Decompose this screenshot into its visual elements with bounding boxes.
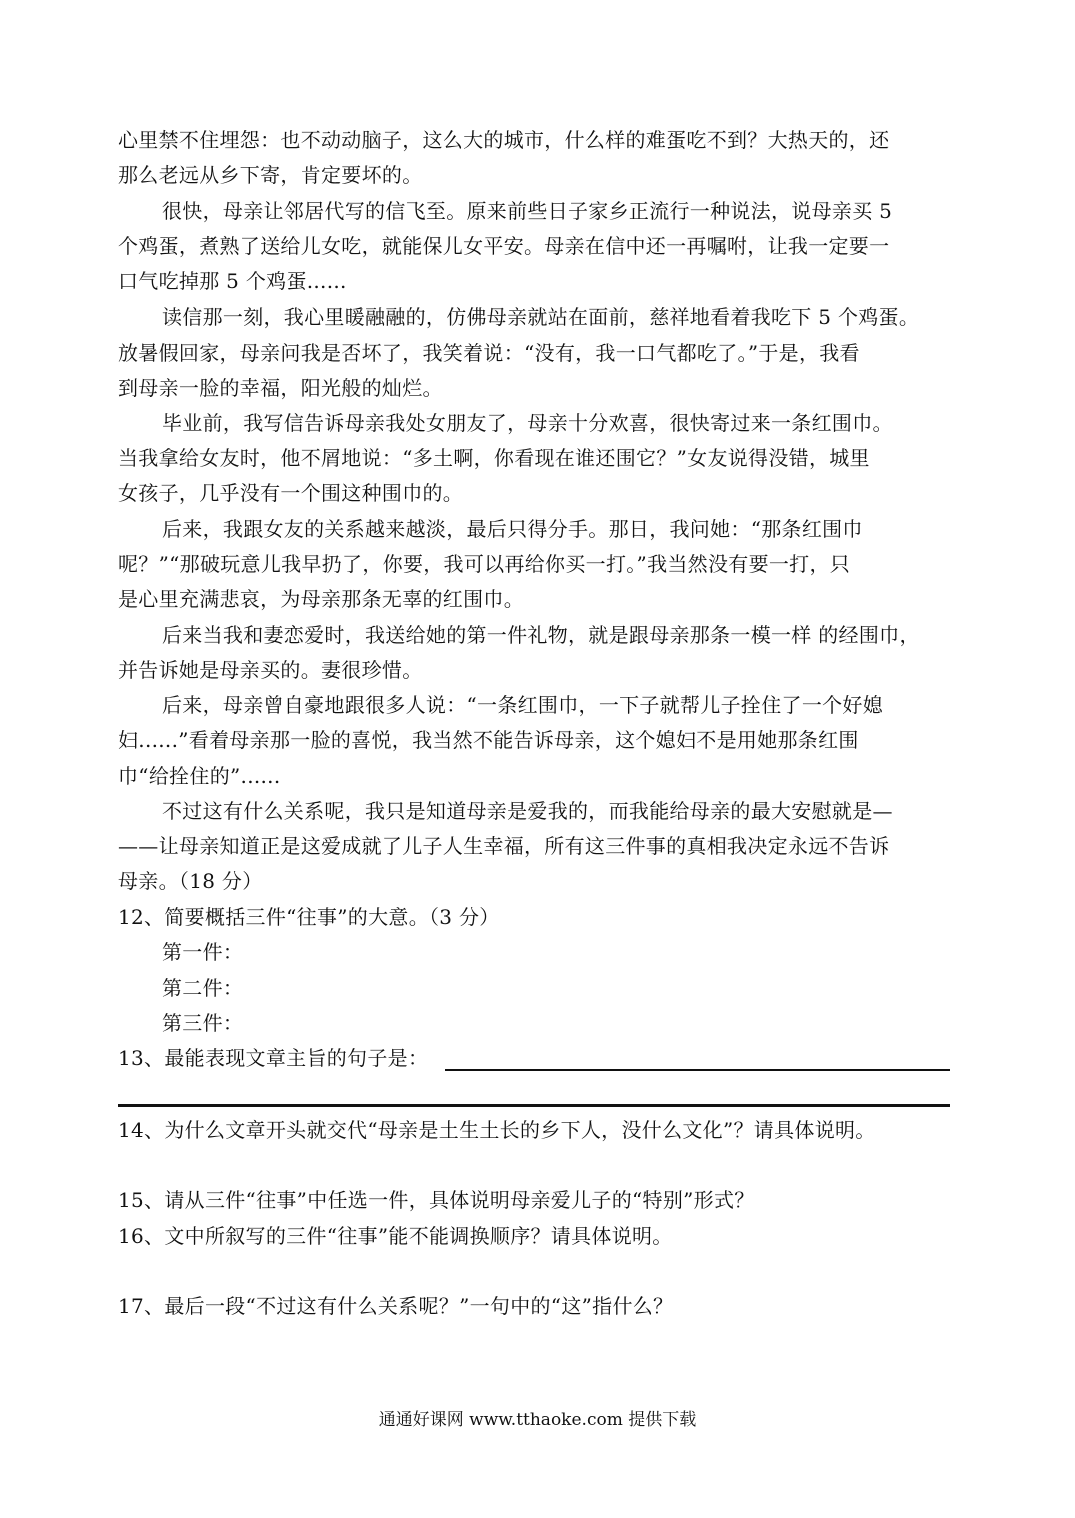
question-13: 13、最能表现文章主旨的句子是： <box>118 1046 429 1070</box>
paragraph-line: 后来，我跟女友的关系越来越淡，最后只得分手。那日，我问她：“那条红围巾 <box>162 517 863 541</box>
answer-blank-line <box>445 1068 950 1071</box>
question-17: 17、最后一段“不过这有什么关系呢？”一句中的“这”指什么？ <box>118 1294 674 1318</box>
answer-rule-line <box>118 1103 950 1107</box>
paragraph-line: 口气吃掉那 5 个鸡蛋...... <box>118 269 347 293</box>
paragraph-line: 母亲。（18 分） <box>118 869 263 893</box>
paragraph-line: 女孩子，几乎没有一个围这种围巾的。 <box>118 481 464 505</box>
paragraph-line: 放暑假回家，母亲问我是否坏了，我笑着说：“没有，我一口气都吃了。”于是，我看 <box>118 341 860 365</box>
paragraph-line: 并告诉她是母亲买的。妻很珍惜。 <box>118 658 423 682</box>
question-15: 15、请从三件“往事”中任选一件，具体说明母亲爱儿子的“特别”形式？ <box>118 1188 755 1212</box>
paragraph-line: 呢？”“那破玩意儿我早扔了，你要，我可以再给你买一打。”我当然没有要一打，只 <box>118 552 851 576</box>
paragraph-line: 很快，母亲让邻居代写的信飞至。原来前些日子家乡正流行一种说法，说母亲买 5 <box>162 199 893 223</box>
page-footer: 通通好课网 www.tthaoke.com 提供下载 <box>378 1410 697 1430</box>
paragraph-line: ——让母亲知道正是这爱成就了儿子人生幸福，所有这三件事的真相我决定永远不告诉 <box>118 834 890 858</box>
paragraph-line: 是心里充满悲哀，为母亲那条无辜的红围巾。 <box>118 587 524 611</box>
question-12-first-label: 第一件： <box>162 940 244 964</box>
paragraph-line: 到母亲一脸的幸福，阳光般的灿烂。 <box>118 376 443 400</box>
question-14: 14、为什么文章开头就交代“母亲是土生土长的乡下人，没什么文化”？请具体说明。 <box>118 1118 876 1142</box>
paragraph-line: 后来，母亲曾自豪地跟很多人说：“一条红围巾，一下子就帮儿子拴住了一个好媳 <box>162 693 884 717</box>
paragraph-line: 个鸡蛋，煮熟了送给儿女吃，就能保儿女平安。母亲在信中还一再嘱咐，让我一定要一 <box>118 234 890 258</box>
paragraph-line: 不过这有什么关系呢，我只是知道母亲是爱我的，而我能给母亲的最大安慰就是— <box>162 799 893 823</box>
paragraph-line: 那么老远从乡下寄，肯定要坏的。 <box>118 163 423 187</box>
paragraph-line: 后来当我和妻恋爱时，我送给她的第一件礼物，就是跟母亲那条一模一样 的经围巾， <box>162 623 920 647</box>
question-12-third-label: 第三件： <box>162 1011 244 1035</box>
question-12: 12、简要概括三件“往事”的大意。（3 分） <box>118 905 500 929</box>
paragraph-line: 读信那一刻，我心里暖融融的，仿佛母亲就站在面前，慈祥地看着我吃下 5 个鸡蛋。 <box>162 305 920 329</box>
question-12-second-label: 第二件： <box>162 976 244 1000</box>
paragraph-line: 妇......”看着母亲那一脸的喜悦，我当然不能告诉母亲，这个媳妇不是用她那条红围 <box>118 728 859 752</box>
paragraph-line: 当我拿给女友时，他不屑地说：“多土啊，你看现在谁还围它？”女友说得没错，城里 <box>118 446 870 470</box>
paragraph-line: 心里禁不住埋怨：也不动动脑子，这么大的城市，什么样的难蛋吃不到？大热天的，还 <box>118 128 890 152</box>
paragraph-line: 巾“给拴住的”...... <box>118 764 281 788</box>
question-16: 16、文中所叙写的三件“往事”能不能调换顺序？请具体说明。 <box>118 1224 673 1248</box>
paragraph-line: 毕业前，我写信告诉母亲我处女朋友了，母亲十分欢喜，很快寄过来一条红围巾。 <box>162 411 893 435</box>
